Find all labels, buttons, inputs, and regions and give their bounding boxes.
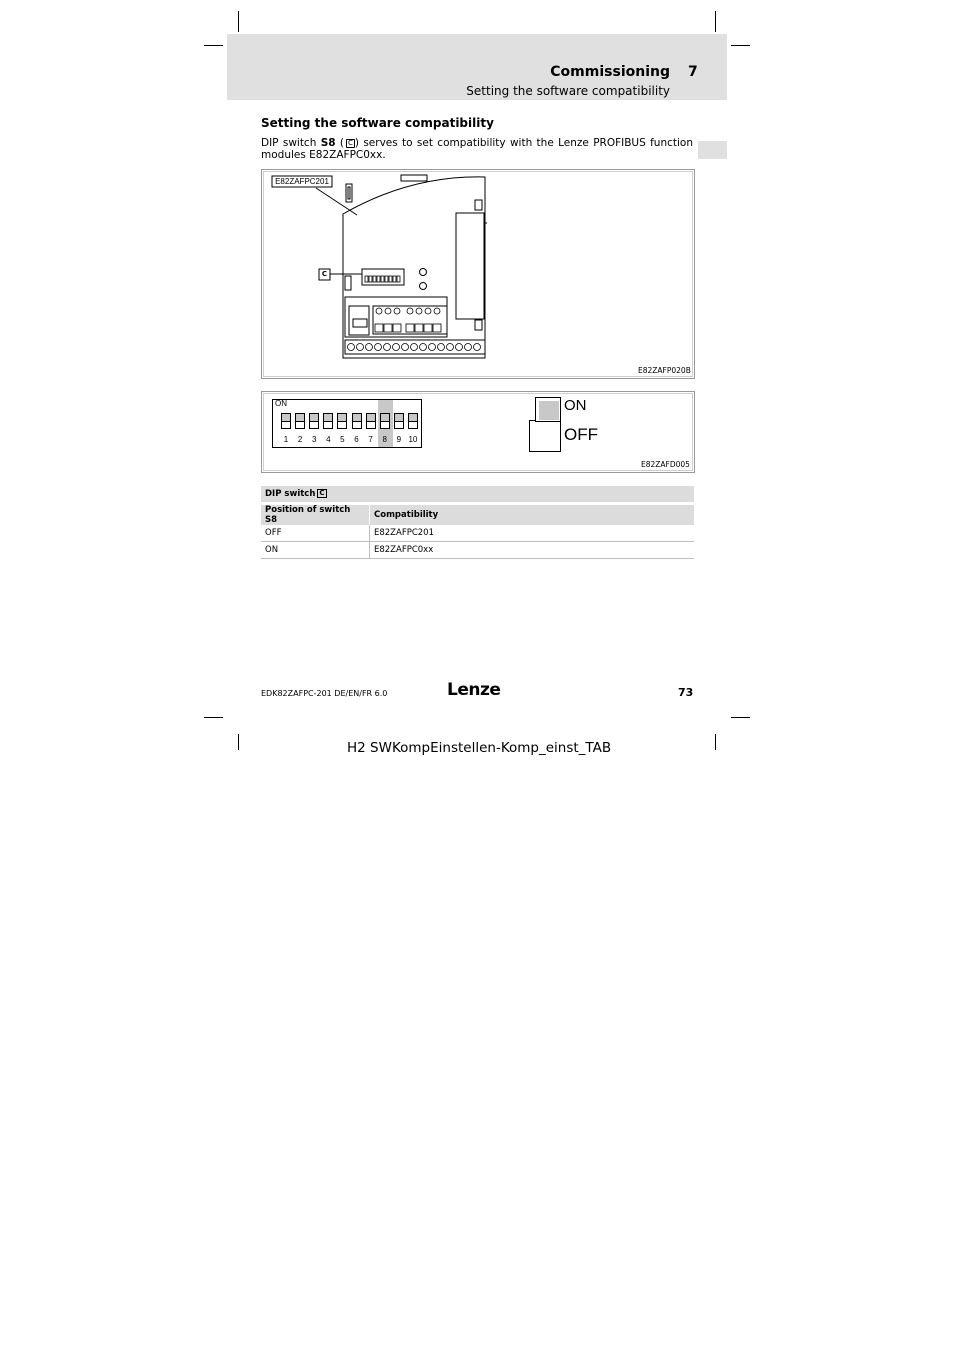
chapter-subtitle: Setting the software compatibility [466,84,670,98]
table-c-icon: C [319,489,325,497]
crop-mark [715,11,716,32]
table-title [261,486,694,504]
dip-switch-number: 2 [297,435,303,444]
dip-switch-10 [408,413,418,429]
chapter-tab-marker [698,141,727,159]
dip-switch-knob [296,414,304,422]
model-callout-label: E82ZAFPC201 [275,177,329,186]
switch-knob-on-shade [539,401,559,420]
dip-switch-8 [380,413,390,429]
switch-knob-off [529,420,561,452]
dip-switch-4 [323,413,333,429]
callout-c-icon: C [348,139,353,147]
dip-on-label: ON [275,399,287,408]
crop-mark [715,734,716,750]
crop-mark [731,45,750,46]
crop-mark [238,11,239,32]
col-header-position: Position of switch S8 [261,504,370,526]
table-header-row [261,504,694,526]
dip-switch-table [261,486,694,559]
cell-compatibility: E82ZAFPC201 [370,525,695,542]
crop-mark [731,717,750,718]
switch-knob-on [535,397,561,422]
section-title: Setting the software compatibility [261,116,494,130]
table-row [261,525,694,542]
dip-switch-knob [338,414,346,422]
dip-switch-knob [367,414,375,422]
dip-switch-number: 10 [408,435,418,444]
dip-switch-knob [282,414,290,422]
para-paren: ( [335,137,345,149]
dip-switch-number: 6 [354,435,359,444]
dip-switch-2 [295,413,305,429]
lenze-logo: Lenze [447,680,501,700]
crop-mark [204,45,223,46]
dip-switch-knob [409,414,417,422]
dip-switch-knob [310,414,318,422]
dip-switch-block [272,399,422,448]
dip-switch-knob [381,414,389,422]
dip-switch-9 [394,413,404,429]
table-title-text: DIP switch [265,489,316,499]
cell-position: OFF [261,525,370,542]
table-title-row [261,486,694,504]
dip-switch-1 [281,413,291,429]
page-number: 73 [678,686,694,699]
figure2-id: E82ZAFD005 [641,460,690,469]
document-id: EDK82ZAFPC-201 DE/EN/FR 6.0 [261,689,388,698]
off-position-label: OFF [564,425,598,444]
dip-switch-7 [366,413,376,429]
dip-switch-number: 3 [311,435,317,444]
dip-switch-number: 4 [326,435,331,444]
intro-paragraph [261,137,693,161]
para-text-pre: DIP switch [261,137,321,149]
bottom-note: H2 SWKompEinstellen-Komp_einst_TAB [347,740,612,756]
crop-mark [238,734,239,750]
dip-switch-knob [395,414,403,422]
dip-switch-number: 8 [382,435,387,444]
col-header-compatibility: Compatibility [370,504,695,526]
chapter-title: Commissioning [550,64,670,80]
table-row [261,542,694,559]
figure1-id: E82ZAFP020B [638,366,691,375]
para-text-post: ) serves to set compatibility with the Lenze PROFIBUS function modules E82ZAFPC0xx. [261,137,694,161]
cell-position: ON [261,542,370,559]
chapter-number: 7 [688,64,698,80]
dip-switch-knob [324,414,332,422]
dip-switch-number: 7 [368,435,373,444]
para-switch-name: S8 [320,137,336,149]
dip-switch-number: 1 [283,435,289,444]
dip-switch-knob [353,414,361,422]
c-callout-label: C [321,270,328,278]
dip-switch-6 [352,413,362,429]
on-position-label: ON [564,397,587,414]
dip-switch-3 [309,413,319,429]
dip-switch-number: 9 [396,435,402,444]
dip-switch-number: 5 [340,435,345,444]
dip-switch-5 [337,413,347,429]
crop-mark [204,717,223,718]
cell-compatibility: E82ZAFPC0xx [370,542,695,559]
